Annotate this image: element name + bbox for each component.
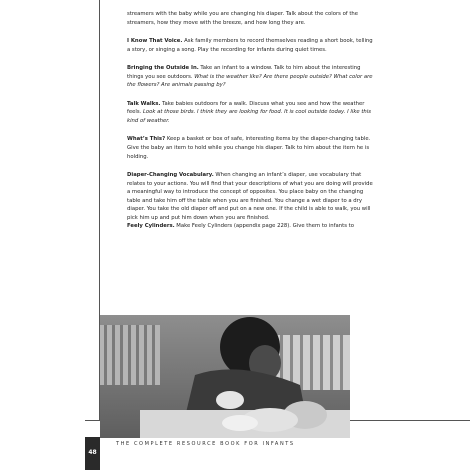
paragraph-lead: Bringing the Outside In. xyxy=(127,65,199,72)
paragraph-body: Keep a basket or box of safe, interesting items by the diaper-changing table. Give the baby an item to hold while you change his diaper. Talk to him about the item he is holding. xyxy=(127,136,371,160)
running-footer-book-title: THE COMPLETE RESOURCE BOOK FOR INFANTS xyxy=(116,441,295,447)
paragraph-body: When changing an infant’s diaper, use vocabulary that relates to your actions. You will find that your descriptions of what you are doing will provide a meaningful way to introduce the concept of opposites. You place baby on the changing table and take him off the table when you are finished. You change a wet diaper to a dry diaper. You take the old diaper off and put on a new one. If the child is able to walk, you will pick him up and put him down when you are finished. xyxy=(127,172,373,221)
paragraph-lead: Diaper-Changing Vocabulary. xyxy=(127,172,214,179)
paragraph-lead: Feely Cylinders. xyxy=(127,223,175,230)
page-number: 48 xyxy=(88,449,97,456)
paragraph-streamers xyxy=(127,10,377,27)
body-text-column xyxy=(127,10,377,231)
paragraph-talk-walks xyxy=(127,100,377,126)
paragraph-body: Ask family members to record themselves reading a short book, telling a story, or singing a song. Play the recording for infants during quiet times. xyxy=(127,38,373,53)
paragraph-body: streamers with the baby while you are changing his diaper. Talk about the colors of the streamers, how they move with the breeze, and how long they are. xyxy=(127,11,359,26)
paragraph-lead: What’s This? xyxy=(127,136,166,143)
paragraph-body: Make Feely Cylinders (appendix page 228). Give them to infants to xyxy=(174,223,354,230)
paragraph-lead: Talk Walks. xyxy=(127,100,161,107)
paragraph-body: Take an infant to a window. Talk to him about the interesting things you see outdoors. xyxy=(127,65,361,80)
paragraph-feely-cylinders xyxy=(127,222,377,231)
photo-illustration xyxy=(100,315,350,438)
paragraph-lead: I Know That Voice. xyxy=(127,38,183,45)
paragraph-diaper-vocabulary xyxy=(127,171,377,222)
paragraph-body: Take babies outdoors for a walk. Discuss what you see and how the weather feels. xyxy=(127,100,365,116)
paragraph-italic: What is the weather like? Are there people outside? What color are the flowers? Are animals passing by? xyxy=(127,73,373,89)
caregiver-changing-baby-photo xyxy=(100,315,350,438)
paragraph-whats-this xyxy=(127,135,377,161)
paragraph-bringing-outside-in xyxy=(127,64,377,90)
paragraph-i-know-that-voice xyxy=(127,37,377,54)
paragraph-italic: Look at those birds. I think they are looking for food. It is cool outside today. I like this kind of weather. xyxy=(127,109,372,124)
